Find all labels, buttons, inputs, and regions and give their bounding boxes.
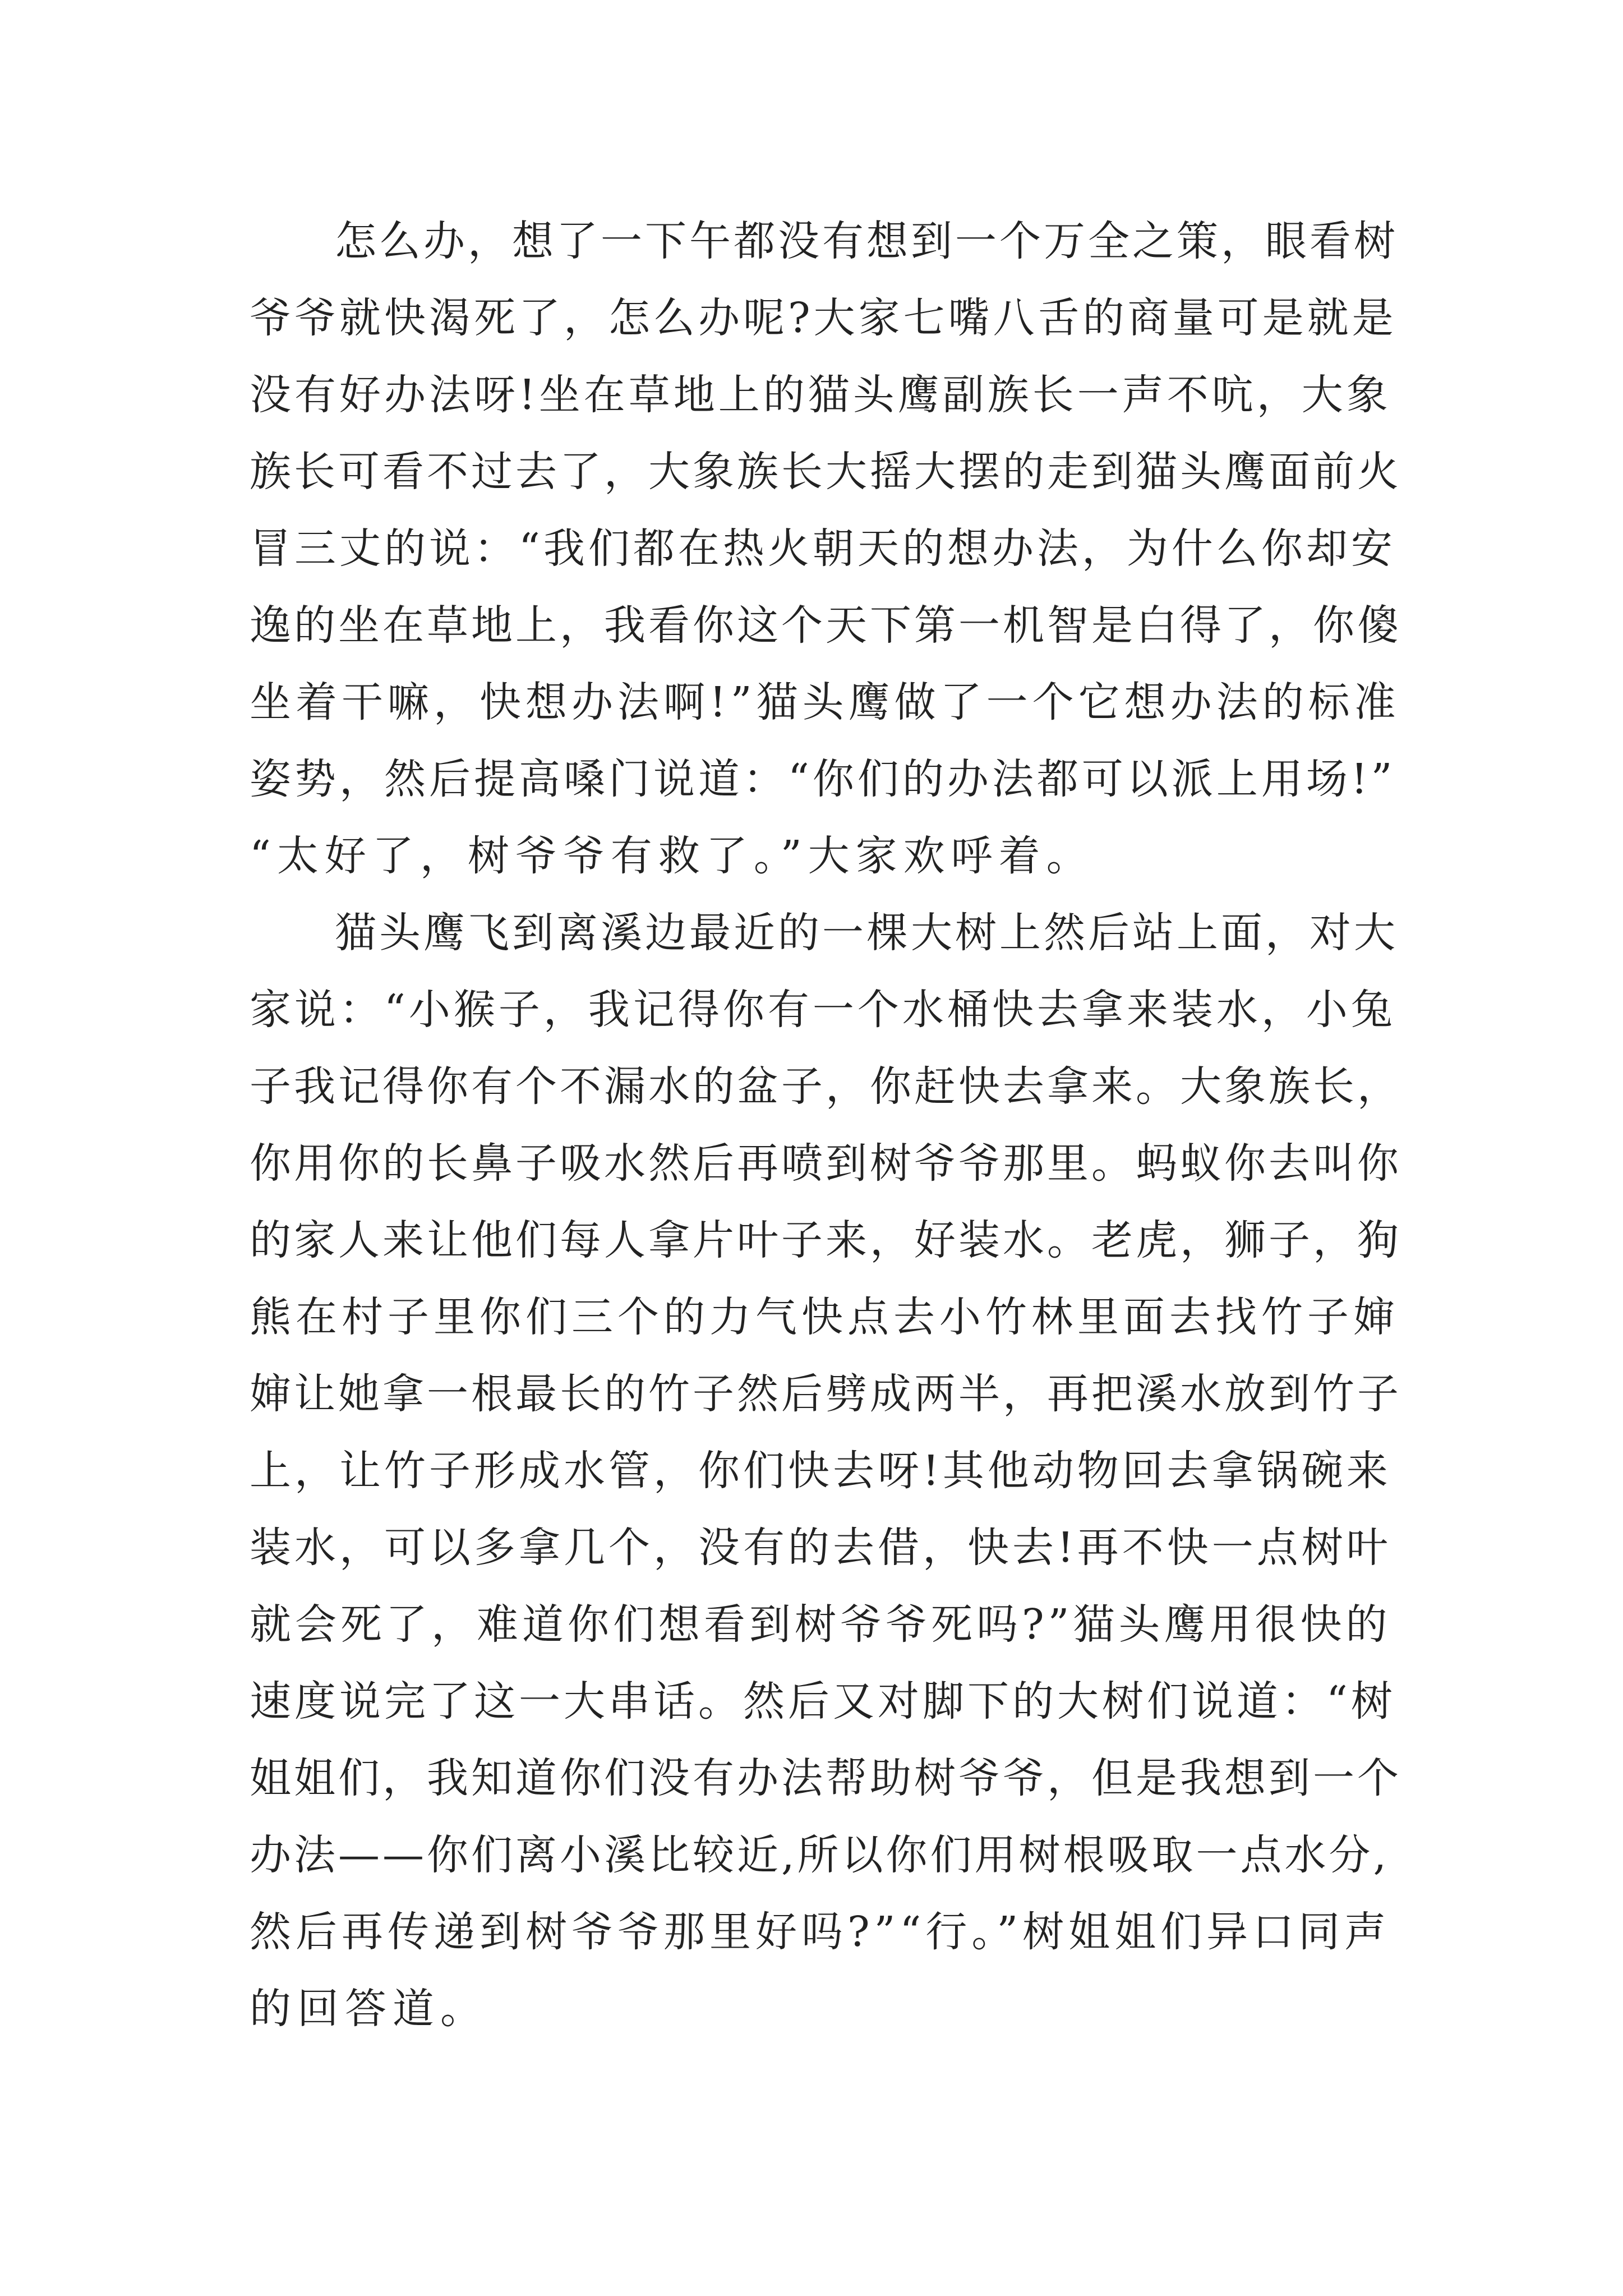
paragraph-1-line-9: “太好了，树爷爷有救了。”大家欢呼着。 (250, 832, 1094, 880)
paragraph-2-line-6: 熊在村子里你们三个的力气快点去小竹林里面去找竹子婶 (250, 1293, 1399, 1341)
paragraph-2-line-8: 上，让竹子形成水管，你们快去呀!其他动物回去拿锅碗来 (250, 1447, 1391, 1495)
paragraph-2-line-13: 办法——你们离小溪比较近,所以你们用树根吸取一点水分, (250, 1831, 1390, 1879)
paragraph-1-line-7: 坐着干嘛，快想办法啊!”猫头鹰做了一个它想办法的标准 (250, 678, 1400, 726)
paragraph-1-line-4: 族长可看不过去了，大象族长大摇大摆的走到猫头鹰面前火 (250, 448, 1401, 496)
paragraph-1-line-1: 怎么办，想了一下午都没有想到一个万全之策，眼看树 (335, 217, 1398, 265)
paragraph-2-line-11: 速度说完了这一大串话。然后又对脚下的大树们说道：“树 (250, 1677, 1396, 1726)
paragraph-2-line-9: 装水，可以多拿几个，没有的去借，快去!再不快一点树叶 (250, 1524, 1391, 1572)
paragraph-2-line-1: 猫头鹰飞到离溪边最近的一棵大树上然后站上面，对大 (335, 909, 1398, 957)
paragraph-2-line-7: 婶让她拿一根最长的竹子然后劈成两半，再把溪水放到竹子 (250, 1370, 1401, 1418)
paragraph-2-line-2: 家说：“小猴子，我记得你有一个水桶快去拿来装水，小兔 (250, 986, 1396, 1034)
paragraph-1-line-2: 爷爷就快渴死了，怎么办呢?大家七嘴八舌的商量可是就是 (250, 294, 1397, 342)
paragraph-2-line-15: 的回答道。 (250, 1985, 488, 2033)
paragraph-2-line-5: 的家人来让他们每人拿片叶子来，好装水。老虎，狮子，狗 (250, 1216, 1401, 1264)
paragraph-2-line-4: 你用你的长鼻子吸水然后再喷到树爷爷那里。蚂蚁你去叫你 (250, 1139, 1401, 1188)
paragraph-1-line-5: 冒三丈的说：“我们都在热火朝天的想办法，为什么你却安 (250, 524, 1396, 573)
paragraph-2-line-14: 然后再传递到树爷爷那里好吗?”“行。”树姐姐们异口同声 (250, 1908, 1391, 1956)
paragraph-1-line-3: 没有好办法呀!坐在草地上的猫头鹰副族长一声不吭，大象 (250, 371, 1391, 419)
paragraph-1-line-6: 逸的坐在草地上，我看你这个天下第一机智是白得了，你傻 (250, 601, 1401, 650)
paragraph-1-line-8: 姿势，然后提高嗓门说道：“你们的办法都可以派上用场!” (250, 755, 1396, 803)
paragraph-2-line-3: 子我记得你有个不漏水的盆子，你赶快去拿来。大象族长， (250, 1062, 1401, 1111)
paragraph-2-line-12: 姐姐们，我知道你们没有办法帮助树爷爷，但是我想到一个 (250, 1754, 1401, 1802)
paragraph-2-line-10: 就会死了，难道你们想看到树爷爷死吗?”猫头鹰用很快的 (250, 1600, 1391, 1649)
